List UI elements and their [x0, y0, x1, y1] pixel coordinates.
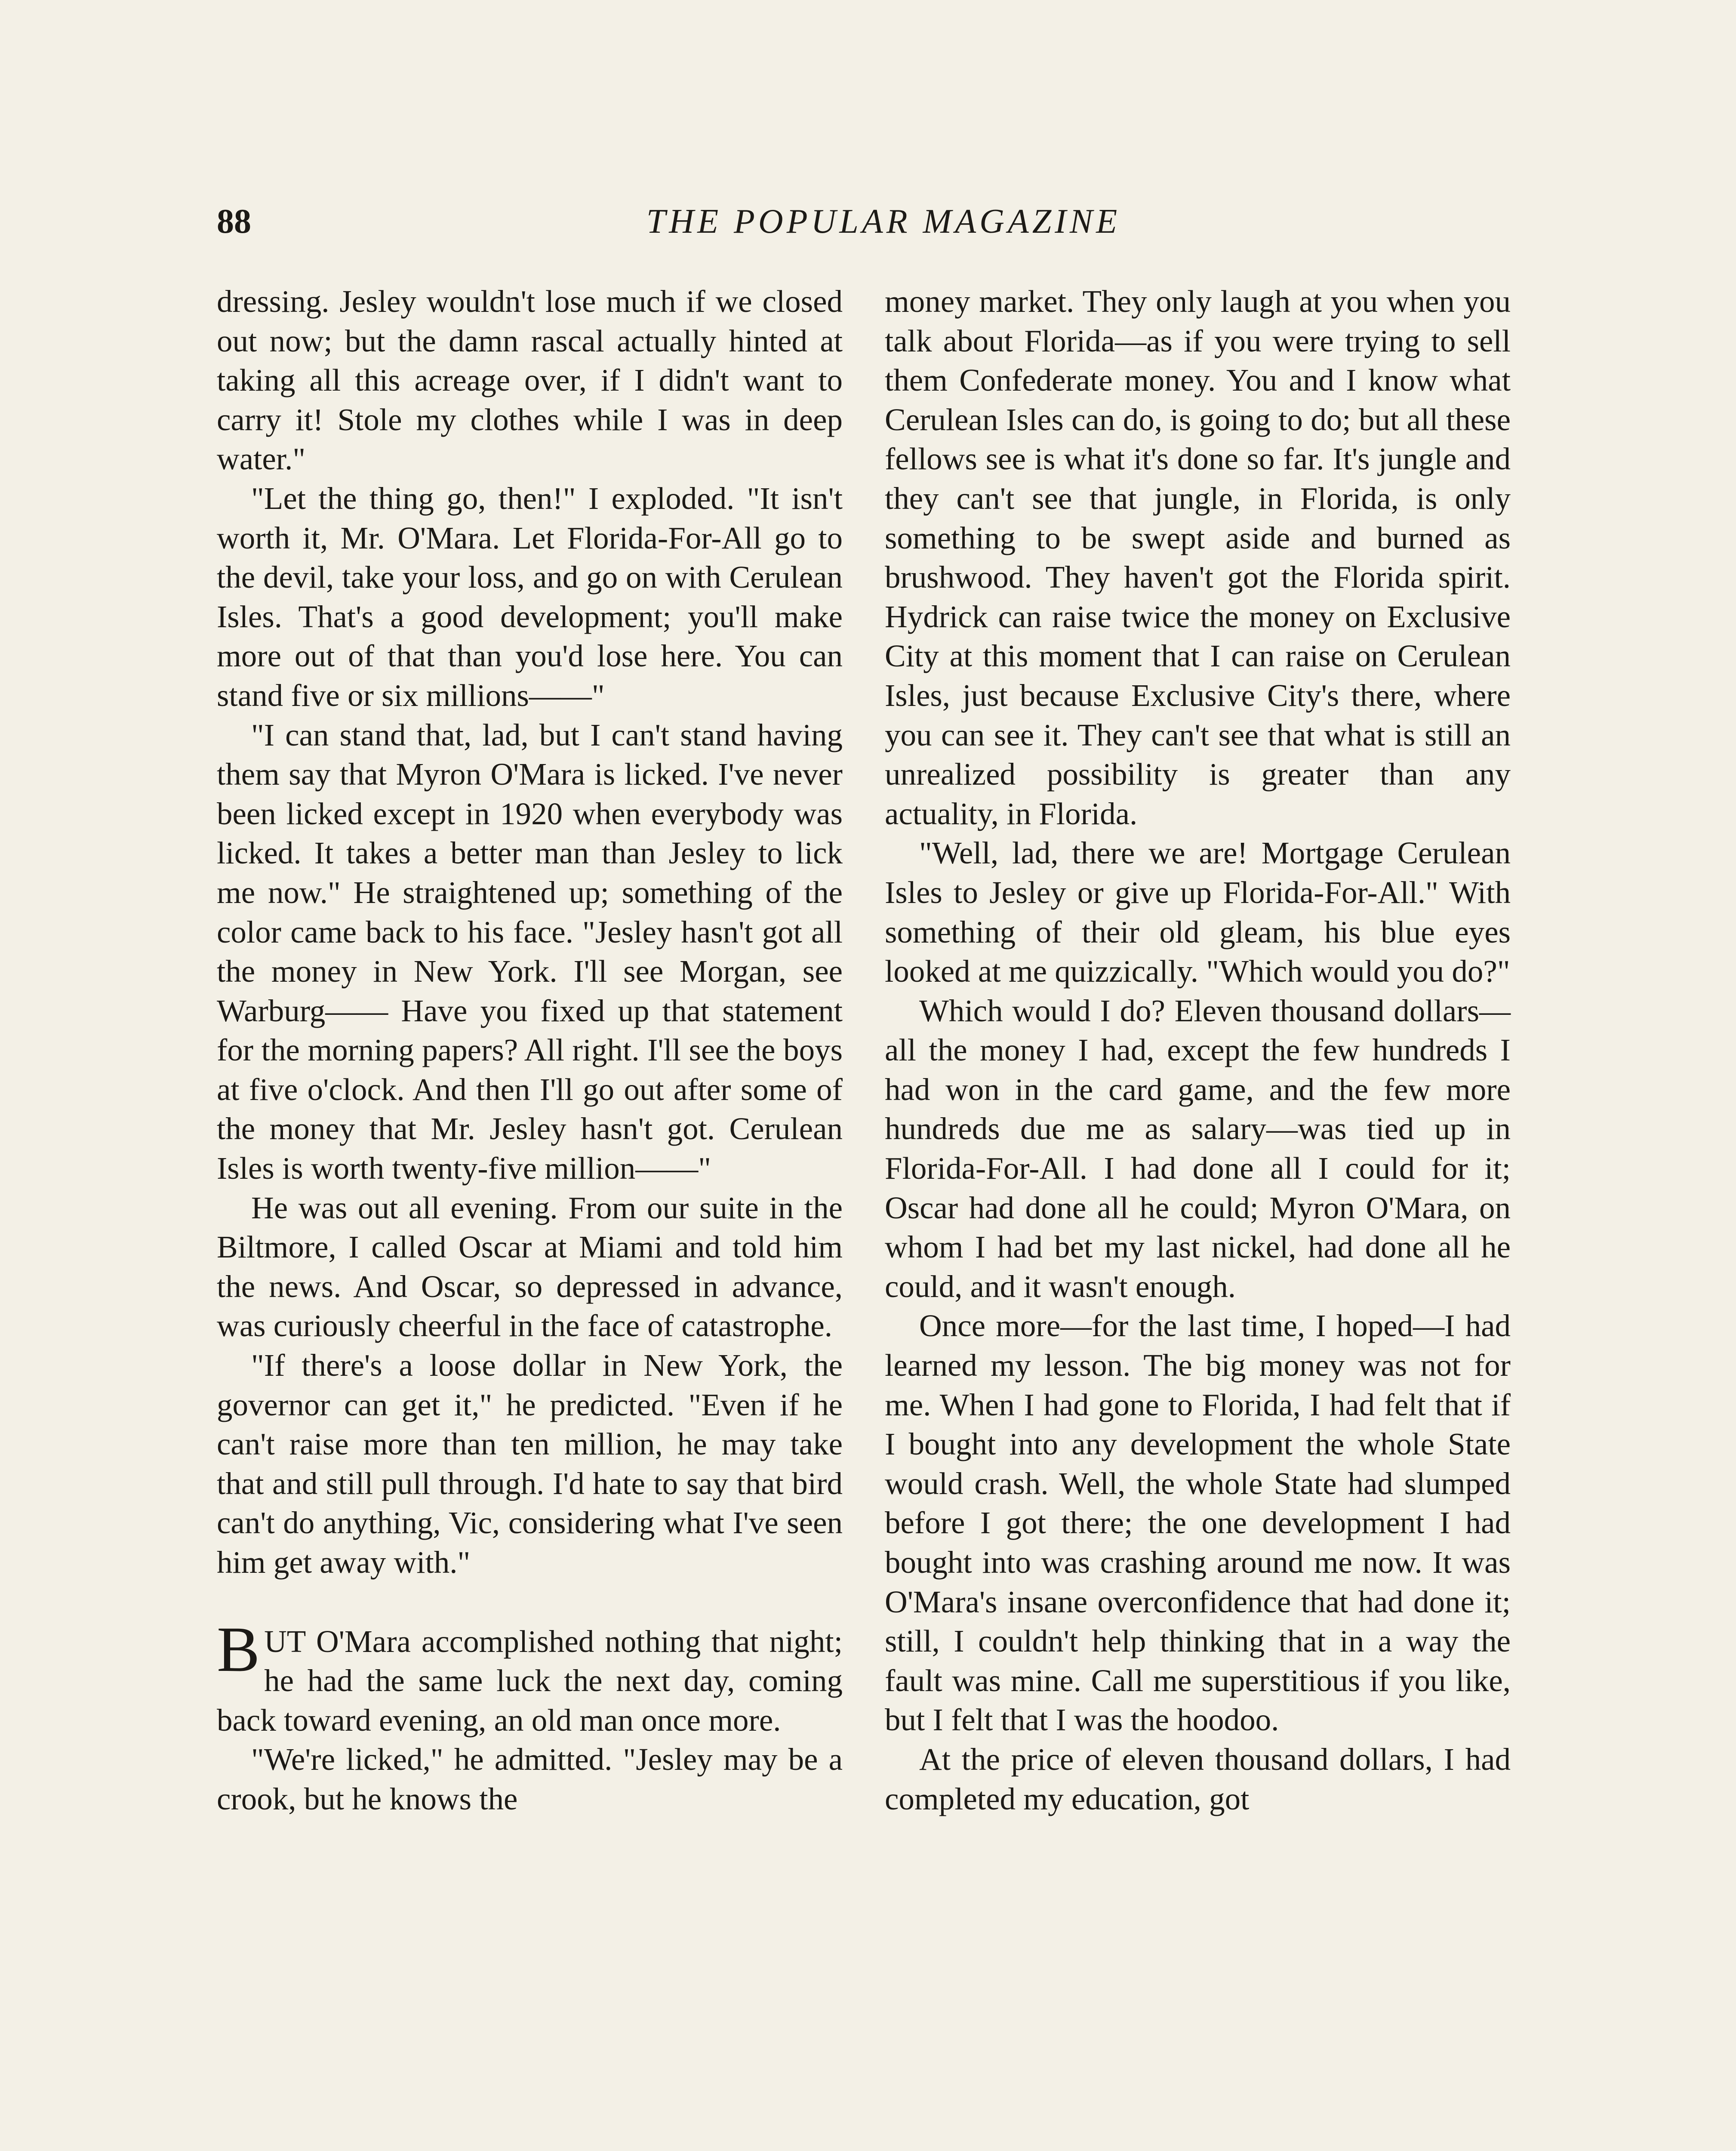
page-number: 88 [217, 203, 251, 240]
paragraph: "Let the thing go, then!" I exploded. "It isn't worth it, Mr. O'Mara. Let Florida-For-All go to the devil, take your loss, and go on with Cerulean Isles. That's a good development; you'll make more out of that than you'd lose here. You can stand five or six millions——" [217, 481, 843, 713]
paragraph: Which would I do? Eleven thousand dollars—all the money I had, except the few hundreds I had won in the card game, and the few more hundreds due me as salary—was tied up in Florida-For-All. I had done all I could for it; Oscar had done all he could; Myron O'Mara, on whom I had bet my last nickel, had done all he could, and it wasn't enough. [885, 993, 1511, 1304]
running-title: THE POPULAR MAGAZINE [646, 203, 1121, 240]
right-column [885, 282, 1511, 1818]
paragraph: "We're licked," he admitted. "Jesley may be a crook, but he knows the [217, 1742, 843, 1816]
paragraph: At the price of eleven thousand dollars, I had completed my education, got [885, 1741, 1511, 1816]
paragraph: He was out all evening. From our suite in the Biltmore, I called Oscar at Miami and told him the news. And Oscar, so depressed in advance, was curiously cheerful in the face of catastrophe. [217, 1190, 843, 1344]
paragraph: "I can stand that, lad, but I can't stand having them say that Myron O'Mara is licked. I've never been licked except in 1920 when everybody was licked. It takes a better man than Jesley to lick me now." He straightened up; something of the color came back to his face. "Jesley hasn't got all the money in New York. I'll see Morgan, see Warburg—— Have you fixed up that statement for the morning papers? All right. I'll see the boys at five o'clock. And then I'll go out after some of the money that Mr. Jesley hasn't got. Cerulean Isles is worth twenty-five million——" [217, 717, 843, 1186]
drop-cap-letter: B [217, 1613, 260, 1685]
section-opening-paragraph [217, 1613, 843, 1740]
paragraph: "Well, lad, there we are! Mortgage Cerulean Isles to Jesley or give up Florida-For-All." With something of their old gleam, his blue eyes looked at me quizzically. "Which would you do?" [885, 835, 1511, 989]
page-header [217, 202, 1550, 254]
paragraph: money market. They only laugh at you when you talk about Florida—as if you were trying to sell them Confederate money. You and I know what Cerulean Isles can do, is going to do; but all these fellows see is what it's done so far. It's jungle and they can't see that jungle, in Florida, is only something to be swept aside and burned as brushwood. They haven't got the Florida spirit. Hydrick can raise twice the money on Exclusive City at this moment that I can raise on Cerulean Isles, just because Exclusive City's there, where you can see it. They can't see that what is still an unrealized possibility is greater than any actuality, in Florida. [885, 284, 1511, 831]
left-column [217, 282, 843, 1819]
paragraph: Once more—for the last time, I hoped—I had learned my lesson. The big money was not for me. When I had gone to Florida, I had felt that if I bought into any development the whole State would crash. Well, the whole State had slumped before I got there; the one development I had bought into was crashing around me now. It was O'Mara's insane overconfidence that had done it; still, I couldn't help thinking that in a way the fault was mine. Call me superstitious if you like, but I felt that I was the hoodoo. [885, 1308, 1511, 1738]
paragraph: "If there's a loose dollar in New York, the governor can get it," he predicted. "Even if he can't raise more than ten million, he may take that and still pull through. I'd hate to say that bird can't do anything, Vic, considering what I've seen him get away with." [217, 1348, 843, 1580]
paragraph: dressing. Jesley wouldn't lose much if we closed out now; but the damn rascal actually hinted at taking all this acreage over, if I didn't want to carry it! Stole my clothes while I was in deep water." [217, 284, 843, 477]
paragraph-text: UT O'Mara accomplished nothing that night; he had the same luck the next day, coming back toward evening, an old man once more. [217, 1624, 843, 1738]
